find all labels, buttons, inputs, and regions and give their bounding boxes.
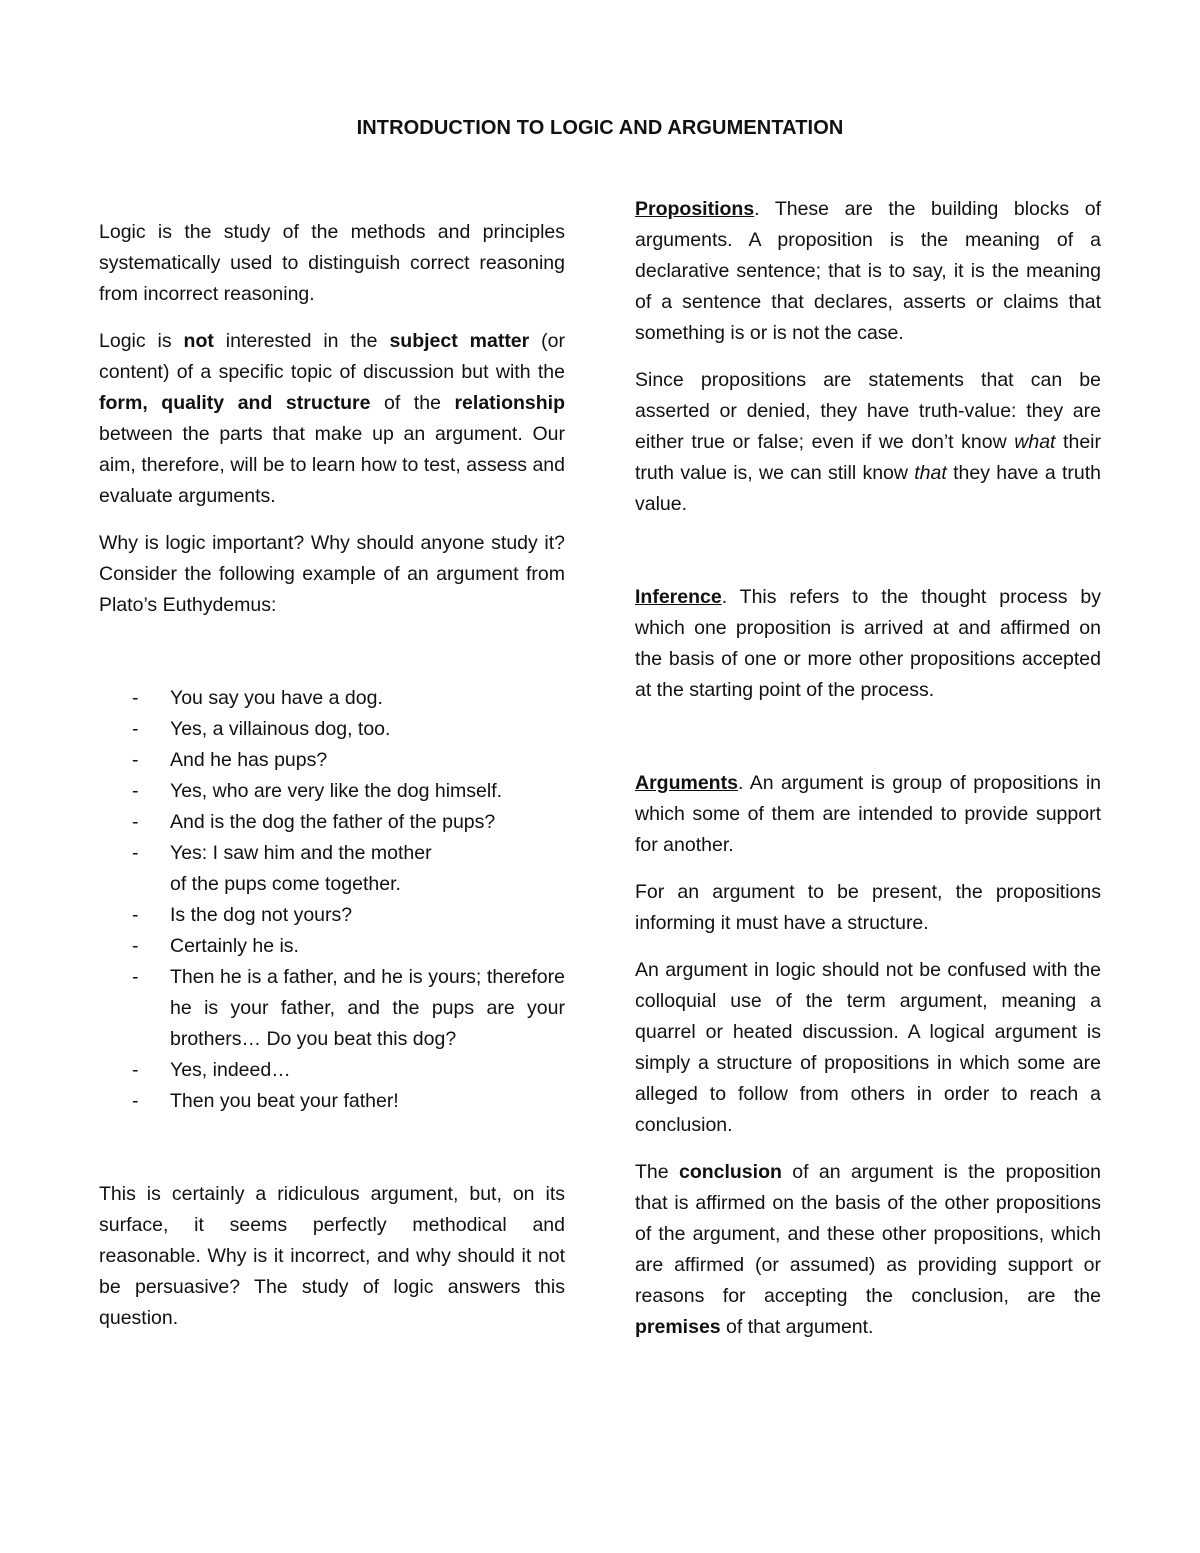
- paragraph-logic-definition: Logic is the study of the methods and principles systematically used to distinguish correct reasoning from incorrect reasoning.: [99, 221, 565, 305]
- dialogue-line: - Yes, indeed…: [99, 1055, 565, 1086]
- dialogue-line: - And is the dog the father of the pups?: [99, 807, 565, 838]
- page-title: INTRODUCTION TO LOGIC AND ARGUMENTATION: [356, 117, 844, 139]
- paragraph-argument-structure: For an argument to be present, the propositions informing it must have a structure.: [635, 881, 1101, 934]
- paragraph-ridiculous-argument: This is certainly a ridiculous argument, but, on its surface, it seems perfectly methodical and reasonable. Why is it incorrect, and why should it not be persuasive? The study of logic answers this question.: [99, 1183, 565, 1329]
- paragraph-logic-interest: Logic is not interested in the subject matter (or content) of a specific topic of discussion but with the form, quality and structure of the relationship between the parts that make up an argument. Our aim, therefore, will be to learn how to test, assess and evaluate arguments.: [99, 330, 565, 507]
- left-column: [99, 217, 565, 1334]
- dialogue-line: - You say you have a dog.: [99, 683, 565, 714]
- dialogue-line: - Yes, a villainous dog, too.: [99, 714, 565, 745]
- dialogue-line: - Is the dog not yours?: [99, 900, 565, 931]
- dialogue-line: - And he has pups?: [99, 745, 565, 776]
- dialogue-line: - Certainly he is.: [99, 931, 565, 962]
- inference-heading: Inference: [635, 586, 722, 608]
- paragraph-colloquial-use: An argument in logic should not be confused with the colloquial use of the term argument, meaning a quarrel or heated discussion. A logical argument is simply a structure of propositions in which some are alleged to follow from others in order to reach a conclusion.: [635, 959, 1101, 1136]
- paragraph-propositions: Propositions. These are the building blocks of arguments. A proposition is the meaning of a declarative sentence; that is to say, it is the meaning of a sentence that declares, asserts or claims that something is or is not the case.: [635, 198, 1101, 344]
- euthydemus-dialogue-list: [99, 683, 565, 1117]
- dialogue-line: - Yes: I saw him and the mother of the pups come together.: [99, 838, 450, 900]
- dialogue-line: - Then he is a father, and he is yours; therefore he is your father, and the pups are your brothers… Do you beat this dog?: [99, 962, 565, 1055]
- propositions-heading: Propositions: [635, 198, 755, 220]
- right-column: [635, 194, 1101, 1343]
- paragraph-why-logic: Why is logic important? Why should anyone study it? Consider the following example of an argument from Plato’s Euthydemus:: [99, 532, 565, 616]
- paragraph-conclusion-premises: The conclusion of an argument is the proposition that is affirmed on the basis of the other propositions of the argument, and these other propositions, which are affirmed (or assumed) as providing support or reasons for accepting the conclusion, are the premises of that argument.: [635, 1161, 1101, 1338]
- paragraph-inference: Inference. This refers to the thought process by which one proposition is arrived at and affirmed on the basis of one or more other propositions accepted at the starting point of the process.: [635, 586, 1101, 701]
- arguments-heading: Arguments: [635, 772, 738, 794]
- dialogue-line: - Yes, who are very like the dog himself.: [99, 776, 565, 807]
- paragraph-arguments: Arguments. An argument is group of propositions in which some of them are intended to provide support for another.: [635, 772, 1101, 856]
- dialogue-line: - Then you beat your father!: [99, 1086, 565, 1117]
- paragraph-truth-value: Since propositions are statements that can be asserted or denied, they have truth-value: they are either true or false; even if we don’t know what their truth value is, we can still know that they have a truth value.: [635, 369, 1101, 515]
